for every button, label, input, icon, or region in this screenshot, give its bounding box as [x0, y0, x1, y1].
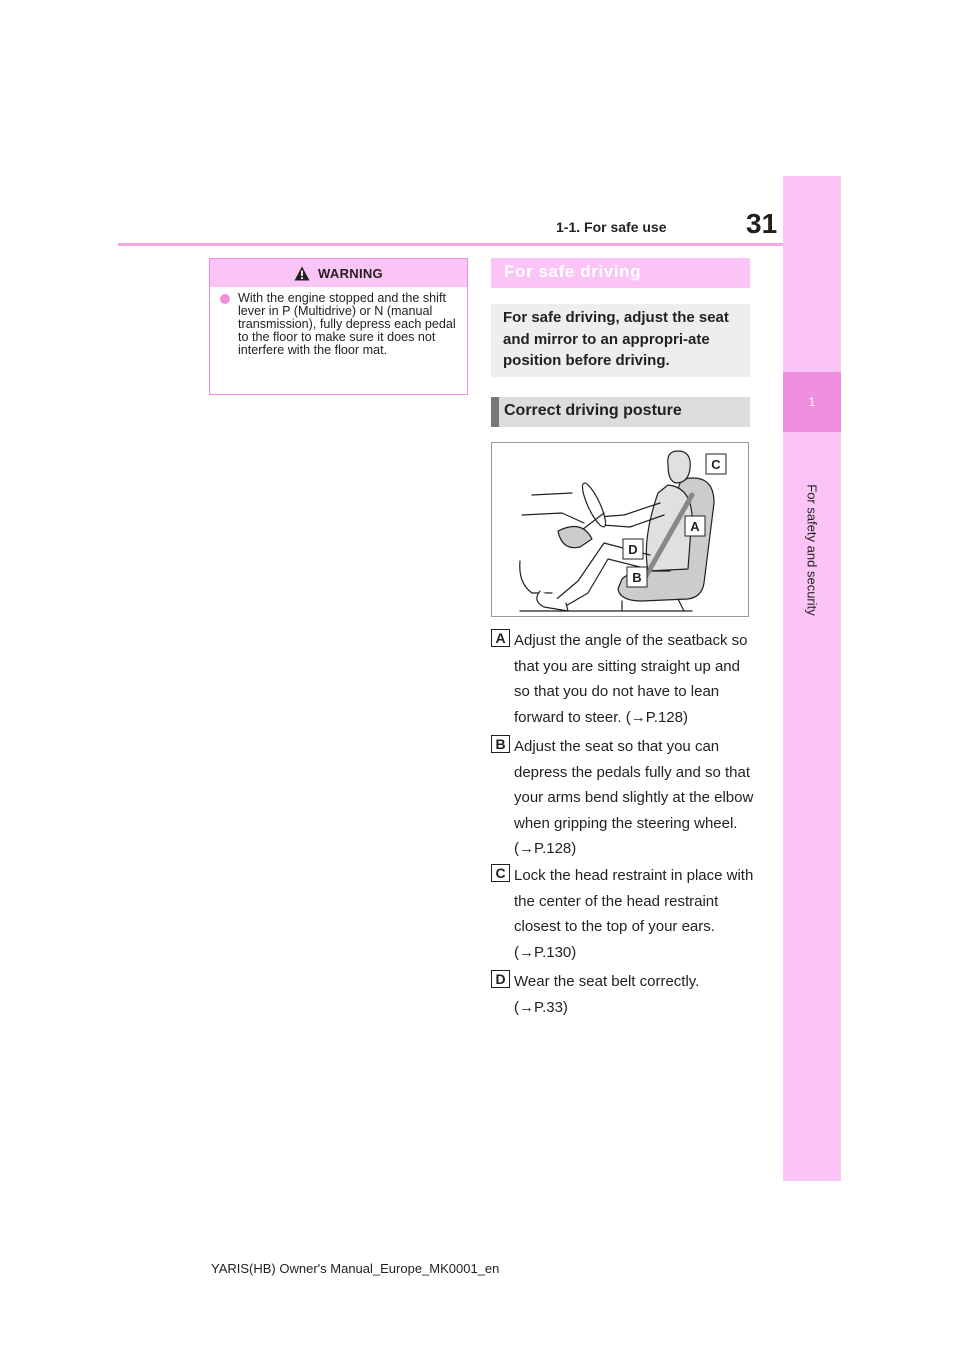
item-label: A [491, 629, 510, 647]
driving-posture-figure [491, 442, 749, 617]
section-title: For safe driving [504, 262, 642, 281]
item-label: B [491, 735, 510, 753]
warning-text: With the engine stopped and the shift lever in P (Multidrive) or N (manual transmission), fully depress each pedal to the floor to make sure it does not interfere with the floor mat. [238, 291, 456, 357]
callout-b: B [632, 570, 642, 585]
item-label: D [491, 970, 510, 988]
section-title-bar [491, 258, 750, 288]
item-text: Adjust the seat so that you can depress the pedals fully and so that your arms bend slightly at the elbow when gripping the steering wheel. (→P.128) [514, 738, 754, 857]
chapter-title-vertical [783, 430, 841, 670]
callout-c: C [711, 457, 721, 472]
item-label: C [491, 864, 510, 882]
bullet-icon [220, 294, 230, 304]
subsection-title: Correct driving posture [504, 402, 682, 419]
warning-header [210, 259, 467, 287]
callout-a: A [690, 519, 700, 534]
chapter-side-tab [783, 176, 841, 1181]
footer-text: YARIS(HB) Owner's Manual_Europe_MK0001_en [211, 1261, 500, 1276]
intro-text: For safe driving, adjust the seat and mirror to an appropri-ate position before driving. [503, 309, 729, 369]
page-number: 31 [746, 208, 778, 239]
warning-title: WARNING [318, 265, 383, 281]
subsection-bar [491, 397, 499, 427]
intro-box [491, 304, 750, 377]
item-text: Lock the head restraint in place with the center of the head restraint closest to the top of your ears. (→P.130) [514, 867, 754, 961]
chapter-title: For safety and security [804, 484, 820, 616]
driver-illustration [492, 443, 748, 616]
warning-box [209, 258, 468, 395]
chapter-number: 1 [783, 372, 841, 432]
item-text: Adjust the angle of the seatback so that you are sitting straight up and so that you do not have to lean forward to steer. (→P.128) [514, 632, 748, 726]
header-rule [118, 243, 783, 246]
callout-d: D [628, 542, 638, 557]
section-header: 1-1. For safe use [556, 219, 667, 235]
subsection-title-bar [491, 397, 750, 427]
item-text: Wear the seat belt correctly. (→P.33) [514, 973, 700, 1016]
warning-triangle-icon [294, 266, 310, 281]
warning-item [220, 292, 462, 357]
